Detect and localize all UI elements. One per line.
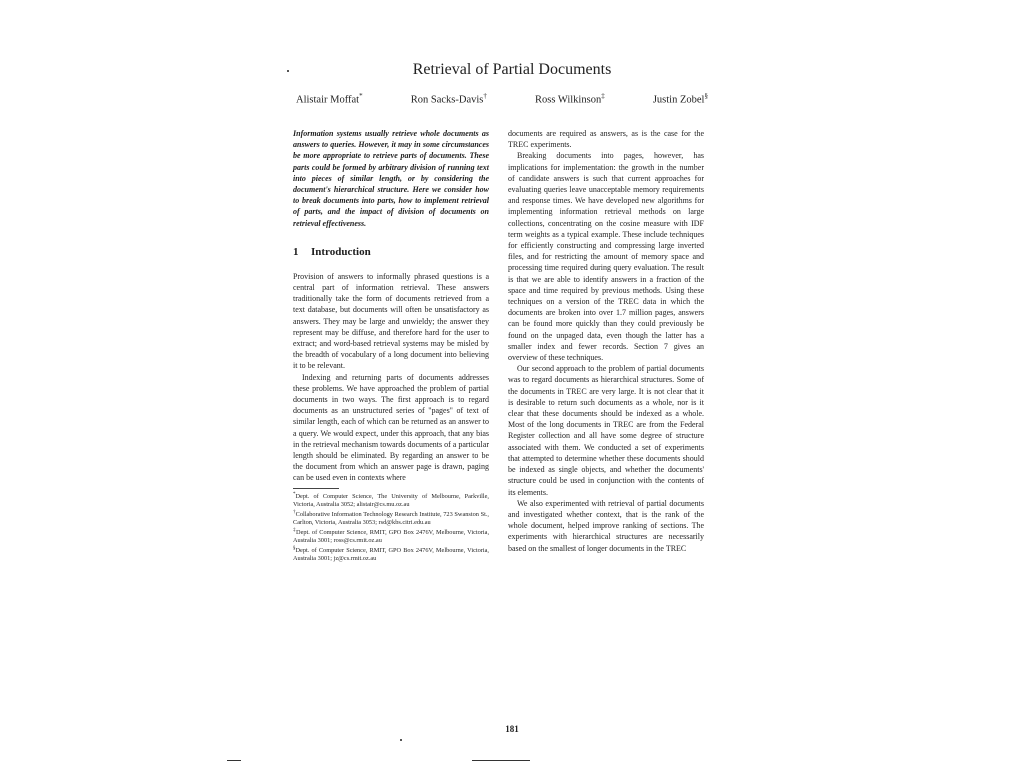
- body-paragraph: Our second approach to the problem of partial documents was to regard documents as hierarchical structures. Some of the documents in TREC are very large. It is not clear that it is desirable to return such documents as a whole, nor is it clear that these documents should be indexed as a whole. Most of the long documents in TREC are from the Federal Register collection and all have some degree of structure associated with them. We conducted a set of experiments that attempted to determine whether these documents should be indexed as single objects, and whether the documents' structure could be used in conjunction with the contents of its elements.: [508, 364, 704, 497]
- footnote: §Dept. of Computer Science, RMIT, GPO Box 2476V, Melbourne, Victoria, Australia 3001; jz@cs.rmit.oz.au: [293, 545, 489, 563]
- body-paragraph: Provision of answers to informally phrased questions is a central part of information retrieval. These answers traditionally take the form of documents retrieved from a text database, but documents will often be unsatisfactory as answers. They may be large and unwieldy; the answer they represent may be diffuse, and therefore hard for the user to extract; and word-based retrieval systems may be misled by the breadth of vocabulary of a long document into believing it to be relevant.: [293, 271, 489, 371]
- section-number: 1: [293, 245, 299, 258]
- abstract: Information systems usually retrieve whole documents as answers to queries. However, it may in some circumstances be more appropriate to retrieve parts of documents. These parts could be formed by arbitrary division of running text into pieces of similar length, or by considering the document's hierarchical structure. Here we consider how to break documents into parts, how to implement retrieval of parts, and the impact of division of documents on retrieval effectiveness.: [293, 129, 489, 228]
- body-paragraph: Indexing and returning parts of documents addresses these problems. We have approached the problem of partial documents in two ways. The first approach is to regard documents as an unstructured series of "pages" of text of similar length, each of which can be returned as an answer to a query. We would expect, under this approach, that any bias in the retrieval mechanism towards documents of a particular length should be eliminated. By regarding an answer to be the document from which an answer page is drawn, paging can be used even in contexts where: [293, 372, 489, 483]
- body-paragraph: documents are required as answers, as is the case for the TREC experiments.: [508, 129, 704, 150]
- author-1: Alistair Moffat*: [296, 92, 363, 106]
- right-column: [508, 128, 704, 554]
- scan-rule-left: [227, 760, 241, 761]
- footnote: ‡Dept. of Computer Science, RMIT, GPO Box 2476V, Melbourne, Victoria, Australia 3001; ross@cs.rmit.oz.au: [293, 527, 490, 544]
- author-3: Ross Wilkinson‡: [535, 92, 605, 106]
- scan-rule-center: [472, 760, 530, 761]
- paper-title: Retrieval of Partial Documents: [412, 61, 612, 78]
- section-heading: [293, 245, 489, 259]
- author-4: Justin Zobel§: [652, 92, 708, 106]
- footnote-rule: [293, 488, 339, 489]
- page-number: 181: [505, 724, 519, 734]
- footnotes: [293, 491, 489, 563]
- body-paragraph: We also experimented with retrieval of partial documents and investigated whether context, that is the rank of the whole document, helped improve ranking of sections. The experiments with hierarchical structures are necessarily based on the smallest of longer documents in the TREC: [508, 498, 704, 553]
- author-list: [296, 92, 708, 106]
- scan-speck: [400, 739, 402, 741]
- body-paragraph: Breaking documents into pages, however, has implications for implementation: the growth in the number of candidate answers is such that current approaches for evaluating queries leave unacceptable memory requirements and response times. We have developed new algorithms for implementing information retrieval methods on large collections, concentrating on the cosine measure with IDF term weights as a typical example. These include techniques for efficiently constructing and compressing large inverted files, and for restricting the amount of memory space and processing time required during query evaluation. The result is that we are able to identify answers in a fraction of the space and time required by previous methods. Using these techniques on a version of the TREC data in which the documents are broken into over 1.7 million pages, answers can be found more quickly than they could previously be found on the unpaged data, even though the latter has a smaller index and fewer records. Section 7 gives an overview of these techniques.: [508, 151, 704, 363]
- section-title: Introduction: [311, 245, 371, 258]
- footnote: *Dept. of Computer Science, The University of Melbourne, Parkville, Victoria, Australia 3052; alistair@cs.mu.oz.au: [293, 491, 489, 508]
- scan-speck: [287, 70, 289, 72]
- left-column: [293, 128, 489, 563]
- footnote: †Collaborative Information Technology Research Institute, 723 Swanston St., Carlton, Victoria, Australia 3053; rsd@kbs.citri.edu.au: [293, 509, 489, 526]
- author-2: Ron Sacks-Davis†: [410, 92, 487, 106]
